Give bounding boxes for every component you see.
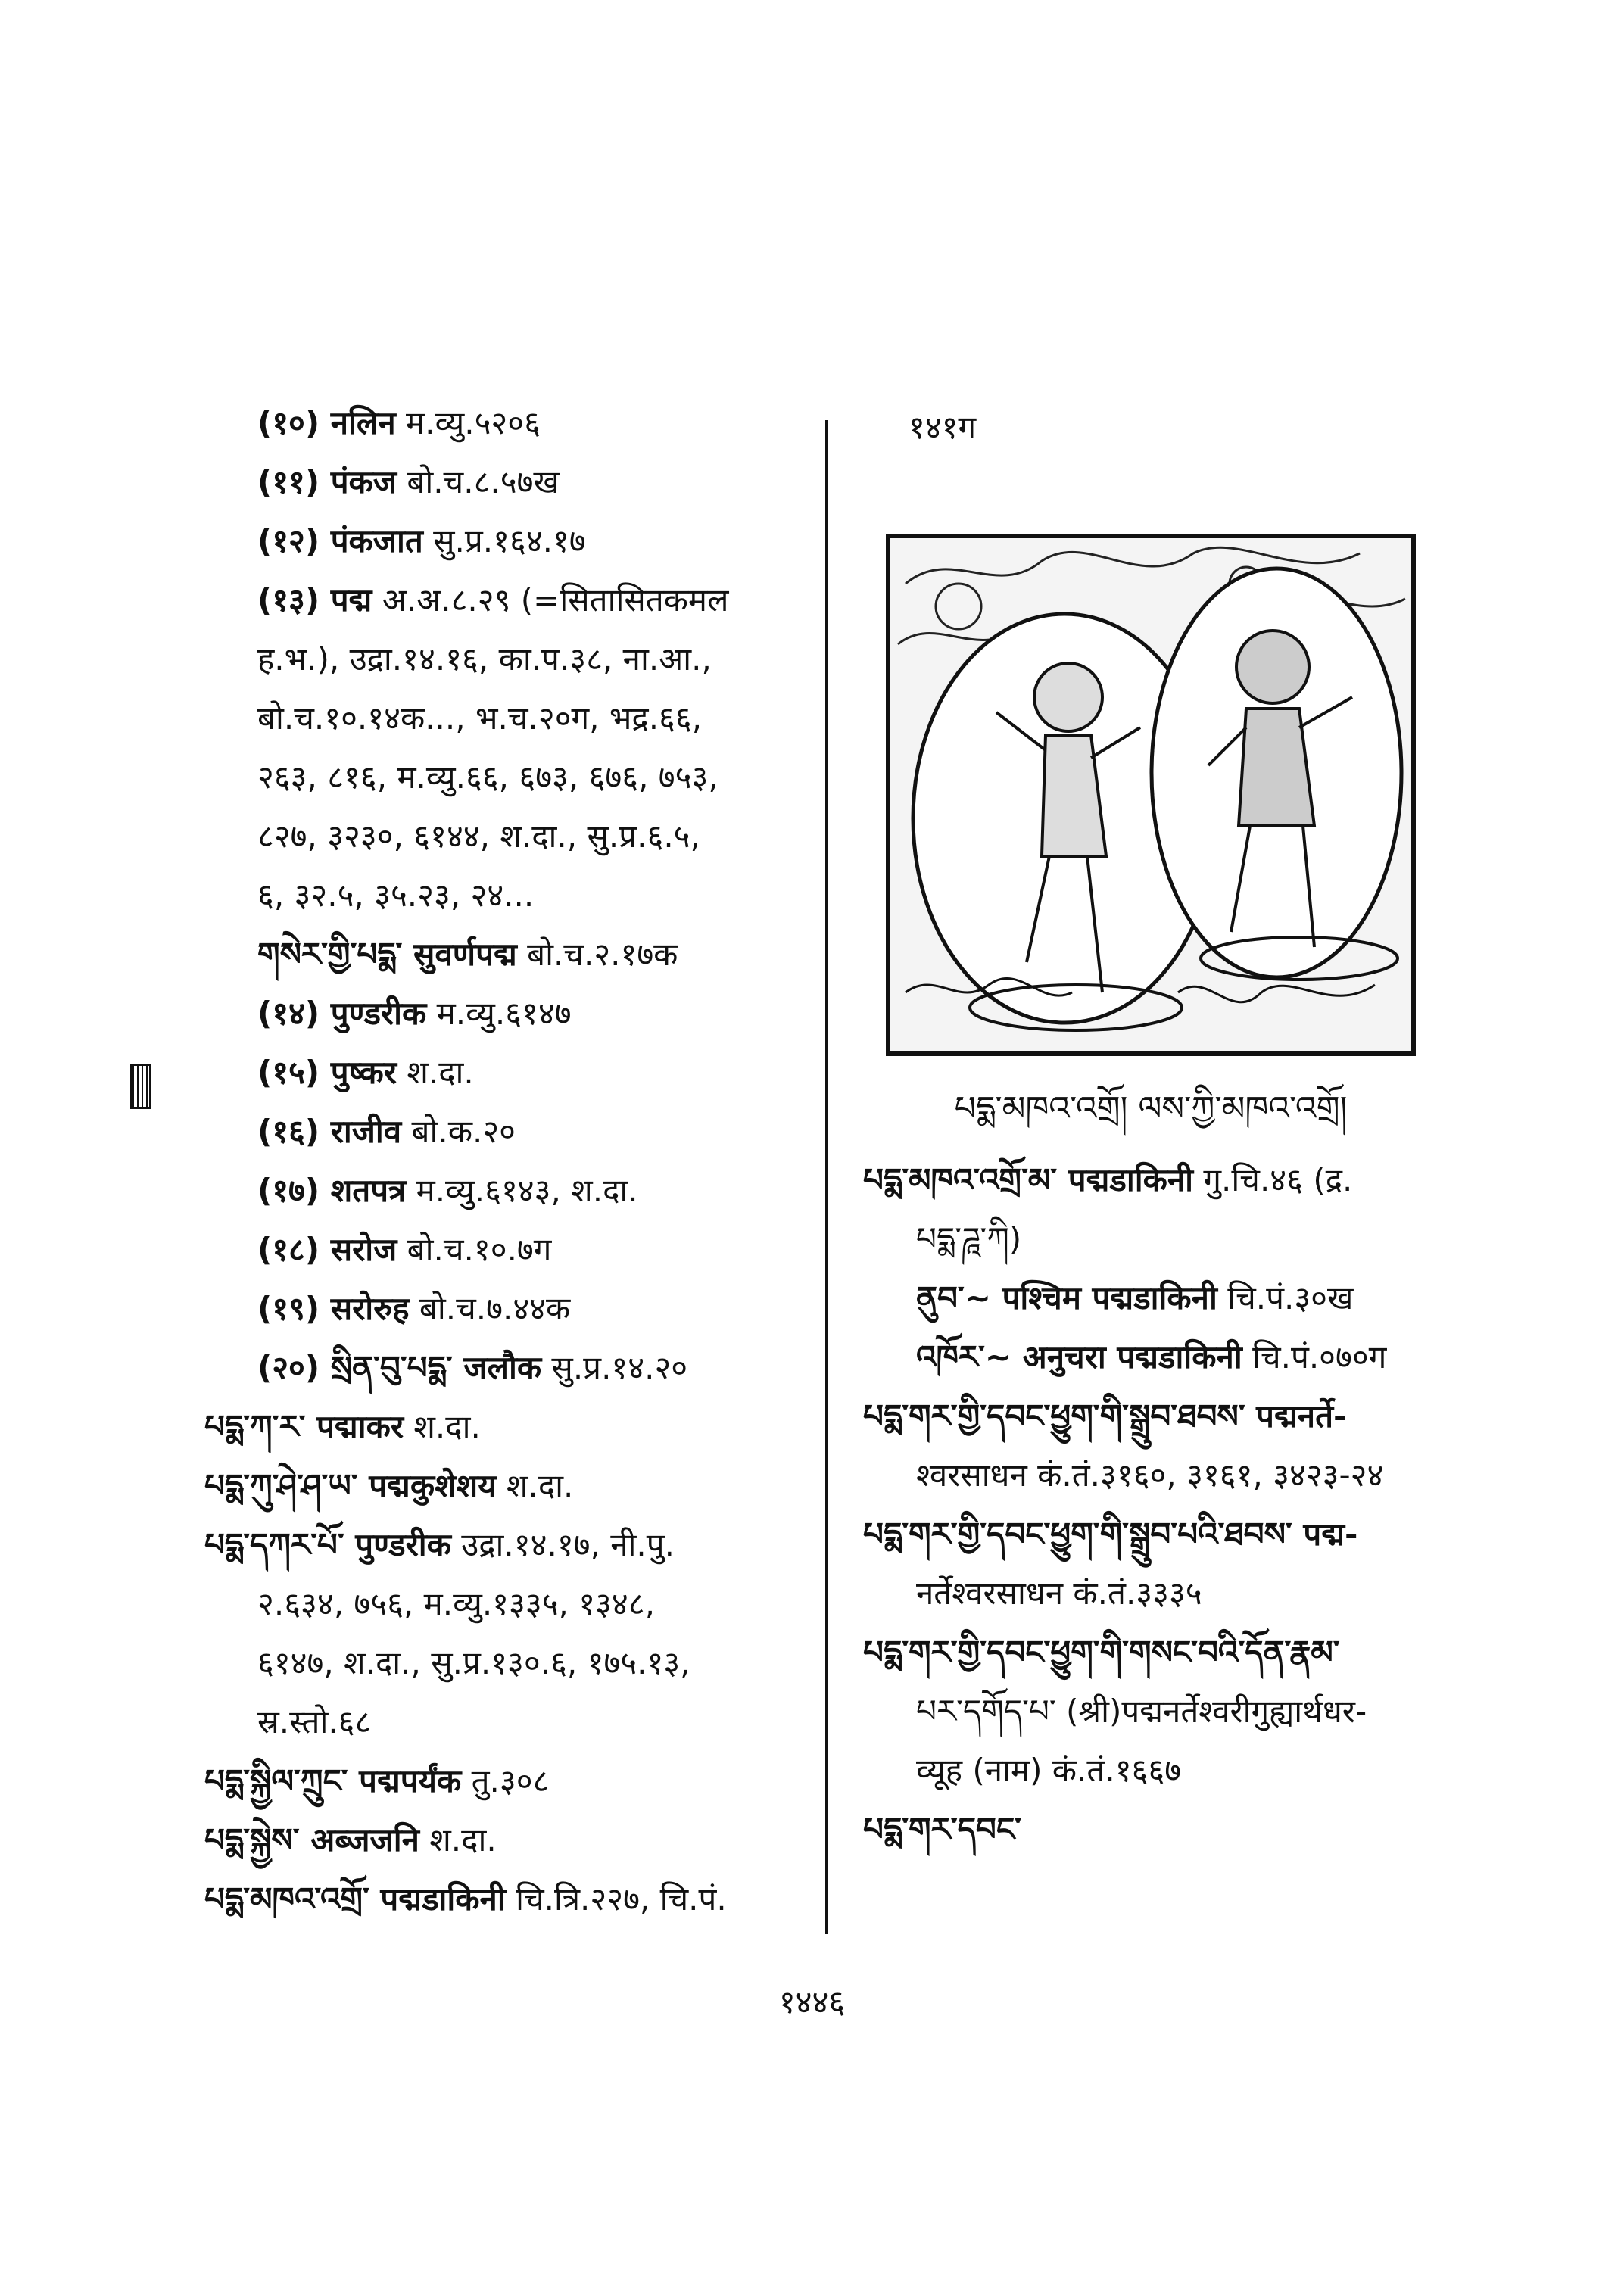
headword: པདྨ་དཀར་པོ་ पुण्डरीक [204, 1526, 451, 1563]
left-column [204, 394, 825, 1929]
dakini-illustration [886, 534, 1416, 1056]
headword: འཁོར་~ अनुचरा पद्मडाकिनी [916, 1338, 1242, 1375]
headword: པདྨ་གར་དབང་ [863, 1811, 1021, 1848]
entry-line [204, 1693, 825, 1752]
entry-references: ६, ३२.५, ३५.२३, २४... [257, 877, 535, 914]
entry-line [863, 1328, 1484, 1387]
entry-references: म.व्यु.५२०६ [395, 404, 541, 441]
entry-line [204, 1870, 825, 1929]
entry-line [863, 1269, 1484, 1328]
entry-references: नर्तेश्वरसाधन कं.तं.३३३५ [916, 1575, 1202, 1612]
entry-references: श.दा. [496, 1467, 574, 1504]
illustration-caption: པདྨ་མཁའ་འགྲོ། ལས་ཀྱི་མཁའ་འགྲོ། [954, 1089, 1348, 1128]
entry-line [204, 984, 825, 1043]
entry-line [204, 1811, 825, 1870]
entry-line [863, 1446, 1484, 1505]
headword: (१५) पुष्कर [257, 1054, 397, 1091]
entry-line [204, 1634, 825, 1693]
headword: (१४) पुण्डरीक [257, 995, 427, 1032]
entry-line [863, 1210, 1484, 1269]
entry-line [863, 1151, 1484, 1210]
headword: པདྨ་སྐྱིལ་ཀྲུང་ पद्मपर्यंक [204, 1762, 462, 1799]
entry-line [204, 1397, 825, 1456]
entry-references: बो.क.२० [401, 1113, 516, 1150]
entry-line [863, 1505, 1484, 1564]
entry-line [863, 1800, 1484, 1859]
headword: གསེར་གྱི་པདྨ་ सुवर्णपद्म [257, 936, 517, 973]
entry-line [204, 630, 825, 689]
entry-references: པདྨ་ཌཱ་ཀི) [916, 1220, 1022, 1257]
entry-references: २.६३४, ७५६, म.व्यु.१३३५, १३४८, [257, 1585, 655, 1622]
headword: (१२) पंकजात [257, 522, 423, 559]
headword: (२०) སྲིན་བུ་པདྨ་ जलौक [257, 1349, 542, 1386]
entry-line [863, 1387, 1484, 1446]
headword: པདྨ་ཀ་ར་ पद्माकर [204, 1408, 404, 1445]
entry-references: गु.चि.४६ (द्र. [1193, 1161, 1353, 1198]
entry-line [863, 1741, 1484, 1800]
entry-line [204, 394, 825, 453]
headword: པདྨ་གར་གྱི་དབང་ཕྱུག་གི་སྒྲུབ་པའི་ཐབས་ पद्म- [863, 1516, 1358, 1553]
entry-references: ८२७, ३२३०, ६१४४, श.दा., सु.प्र.६.५, [257, 818, 700, 855]
headword: (१०) नलिन [257, 404, 396, 441]
headword: པདྨ་མཁའ་འགྲོ་ पद्मडाकिनी [204, 1880, 506, 1918]
entry-line [204, 571, 825, 630]
entry-line [204, 1279, 825, 1338]
headword: པདྨ་མཁའ་འགྲོ་མ་ पद्मडाकिनी [863, 1161, 1194, 1198]
headword: པདྨ་གར་གྱི་དབང་ཕྱུག་གི་གསང་བའི་དོན་རྣམ་ [863, 1634, 1340, 1671]
entry-line [204, 1102, 825, 1161]
headword: (१६) राजीव [257, 1113, 402, 1150]
entry-line [204, 689, 825, 748]
entry-references: श.दा. [419, 1821, 497, 1858]
illustration-drawing [890, 538, 1411, 1051]
entry-references: २६३, ८१६, म.व्यु.६६, ६७३, ६७६, ७५३, [257, 759, 718, 796]
margin-marker [130, 1064, 151, 1109]
entry-line [204, 1575, 825, 1634]
column-divider [825, 420, 828, 1934]
entry-references: बो.च.८.५७ख [396, 463, 560, 500]
headword: ནུབ་~ पश्चिम पद्मडाकिनी [916, 1279, 1217, 1316]
headword: (१७) शतपत्र [257, 1172, 407, 1209]
entry-line [204, 1456, 825, 1516]
page-number: १४४६ [778, 1983, 846, 2020]
entry-line [204, 1220, 825, 1279]
entry-line [204, 1516, 825, 1575]
headword: (१९) सरोरुह [257, 1290, 410, 1327]
entry-line [204, 925, 825, 984]
headword: པདྨ་གར་གྱི་དབང་ཕྱུག་གི་སྒྲུབ་ཐབས་ पद्मनर्ते- [863, 1397, 1347, 1435]
entry-line [863, 1682, 1484, 1741]
entry-references: ह.भ.), उद्रा.१४.१६, का.प.३८, ना.आ., [257, 640, 712, 678]
entry-references: बो.च.१०.१४क..., भ.च.२०ग, भद्र.६६, [257, 699, 703, 737]
entry-references: श्वरसाधन कं.तं.३१६०, ३१६१, ३४२३-२४ [916, 1456, 1384, 1494]
entry-line [204, 453, 825, 512]
entry-references: स्र.स्तो.६८ [257, 1703, 372, 1740]
entry-references: चि.पं.०७०ग [1242, 1338, 1387, 1375]
entry-references: उद्रा.१४.१७, नी.पु. [450, 1526, 675, 1563]
entry-references: श.दा. [396, 1054, 474, 1091]
entry-references: म.व्यु.६१४७ [426, 995, 572, 1032]
entry-references: बो.च.७.४४क [409, 1290, 571, 1327]
entry-line [204, 512, 825, 571]
entry-references: म.व्यु.६१४३, श.दा. [406, 1172, 638, 1209]
entry-line [204, 807, 825, 866]
headword: (१८) सरोज [257, 1231, 397, 1268]
entry-references: अ.अ.८.२९ (=सितासितकमल [372, 581, 729, 618]
reference-number: १४१ग [909, 409, 977, 446]
entry-line [863, 1623, 1484, 1682]
entry-references: व्यूह (नाम) कं.तं.१६६७ [916, 1752, 1182, 1789]
entry-references: པར་དགོད་པ་ (श्री)पद्मनर्तेश्वरीगुह्यार्थधर- [916, 1693, 1367, 1730]
right-column [863, 1151, 1484, 1859]
headword: (१३) पद्म [257, 581, 372, 618]
entry-line [204, 1338, 825, 1397]
entry-line [204, 748, 825, 807]
entry-line [863, 1564, 1484, 1623]
headword: པདྨ་ཀུ་ཤེ་ཤ་ཡ་ पद्मकुशेशय [204, 1467, 497, 1504]
entry-references: चि.त्रि.२२७, चि.पं. [505, 1880, 727, 1918]
entry-references: चि.पं.३०ख [1217, 1279, 1354, 1316]
entry-line [204, 1161, 825, 1220]
entry-references: श.दा. [404, 1408, 481, 1445]
entry-references: बो.च.१०.७ग [397, 1231, 552, 1268]
entry-references: तु.३०८ [461, 1762, 550, 1799]
entry-line [204, 1752, 825, 1811]
entry-line [204, 1043, 825, 1102]
entry-references: सु.प्र.१४.२० [541, 1349, 688, 1386]
entry-line [204, 866, 825, 925]
headword: པདྨ་སྐྱེས་ अब्जजनि [204, 1821, 419, 1858]
headword: (११) पंकज [257, 463, 397, 500]
entry-references: बो.च.२.१७क [516, 936, 678, 973]
entry-references: ६१४७, श.दा., सु.प्र.१३०.६, १७५.१३, [257, 1644, 690, 1681]
entry-references: सु.प्र.१६४.१७ [422, 522, 586, 559]
